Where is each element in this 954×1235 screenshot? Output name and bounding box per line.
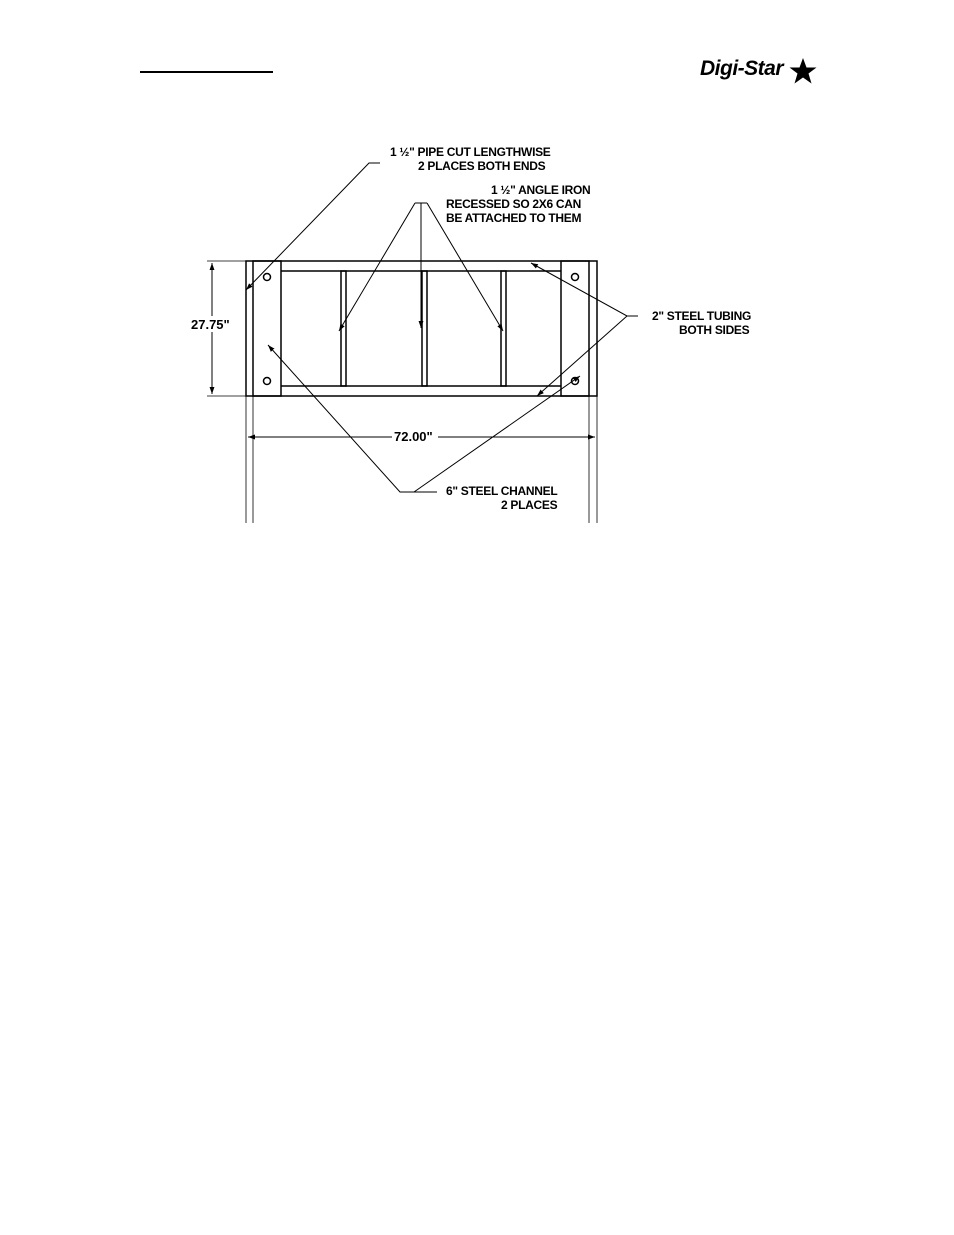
tubing-callout [531, 263, 751, 396]
channel-callout-line2: 2 PLACES [501, 498, 558, 512]
pipe-callout-line1: 1 ½" PIPE CUT LENGTHWISE [390, 145, 551, 159]
pipe-callout-line2: 2 PLACES BOTH ENDS [418, 159, 546, 173]
logo-text: Digi-Star [700, 57, 784, 80]
angle-iron-callout-line3: BE ATTACHED TO THEM [446, 211, 582, 225]
angle-iron-callout-line2: RECESSED SO 2X6 CAN [446, 197, 582, 211]
angle-iron-callout-line1: 1 ½" ANGLE IRON [491, 183, 591, 197]
angle-iron-callout [339, 183, 590, 331]
height-dimension [190, 263, 234, 394]
width-dimension [248, 429, 595, 445]
height-label: 27.75" [191, 317, 230, 332]
channel-callout-line1: 6" STEEL CHANNEL [446, 484, 558, 498]
tubing-callout-line1: 2" STEEL TUBING [652, 309, 751, 323]
tubing-callout-line2: BOTH SIDES [679, 323, 750, 337]
width-label: 72.00" [394, 429, 433, 444]
